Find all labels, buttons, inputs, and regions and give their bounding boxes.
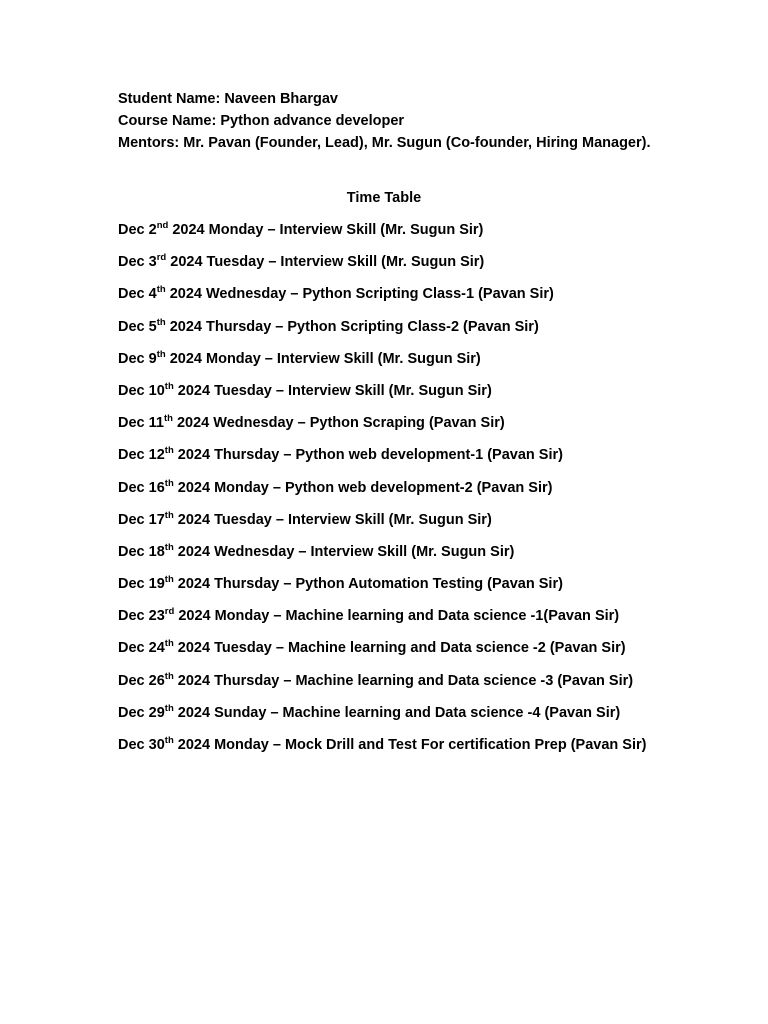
entry-month: Dec [118,286,145,303]
entry-day-suffix: th [156,284,166,296]
entry-month: Dec [118,511,145,528]
entry-month: Dec [118,704,145,721]
entry-day: 26 [148,672,165,689]
entry-day-suffix: th [164,542,174,554]
timetable-entry [118,541,758,573]
entry-details: 2024 Wednesday – Interview Skill (Mr. Sugun Sir) [177,543,515,560]
entry-month: Dec [118,415,145,432]
entry-day: 12 [148,447,165,464]
entry-day-suffix: rd [156,252,167,264]
entry-month: Dec [118,543,145,560]
timetable-entry [118,348,758,380]
entry-details: 2024 Monday – Mock Drill and Test For certification Prep (Pavan Sir) [177,737,647,753]
entry-day: 19 [148,576,165,593]
entry-day-suffix: th [156,316,166,328]
entry-day-suffix: th [164,381,174,393]
entry-month: Dec [118,222,145,238]
entry-details: 2024 Monday – Interview Skill (Mr. Sugun Sir) [169,350,481,367]
timetable-entry [118,219,758,251]
entry-month: Dec [118,672,145,689]
timetable-entry [118,573,758,605]
timetable-entry [118,380,758,412]
timetable-entry [118,670,758,702]
entry-month: Dec [118,447,145,464]
timetable-title: Time Table [346,190,422,206]
entry-details: 2024 Monday – Machine learning and Data science -1(Pavan Sir) [178,608,620,625]
entry-day: 4 [148,286,157,303]
entry-day-suffix: th [164,735,174,747]
timetable-entry [118,251,758,283]
entry-day-suffix: nd [156,220,169,232]
entry-day: 17 [148,511,165,528]
entry-details: 2024 Tuesday – Interview Skill (Mr. Sugun Sir) [177,511,492,528]
entry-details: 2024 Tuesday – Machine learning and Data science -2 (Pavan Sir) [177,640,626,657]
course-name: Course Name: Python advance developer [118,113,405,129]
entry-day-suffix: th [164,670,174,682]
entry-month: Dec [118,608,145,625]
entry-day: 9 [148,350,157,367]
timetable-entry [118,509,758,541]
entry-details: 2024 Wednesday – Python Scripting Class-1 (Pavan Sir) [169,286,554,303]
entry-details: 2024 Thursday – Python Automation Testing (Pavan Sir) [177,576,563,593]
entry-day: 24 [148,640,165,657]
entry-day-suffix: th [164,509,174,521]
entry-details: 2024 Tuesday – Interview Skill (Mr. Sugun Sir) [177,382,492,399]
entry-day: 2 [148,222,157,238]
entry-day: 5 [148,318,157,335]
document-header [118,88,738,154]
timetable-entry [118,316,758,348]
entry-day-suffix: th [163,413,173,425]
timetable-entry [118,702,758,734]
entry-month: Dec [118,318,145,335]
timetable-entry [118,734,758,766]
entry-day: 30 [148,737,165,753]
entry-details: 2024 Monday – Interview Skill (Mr. Sugun Sir) [172,222,484,238]
student-name: Student Name: Naveen Bhargav [118,91,338,107]
entry-month: Dec [118,254,145,271]
timetable-entry [118,477,758,509]
entry-day: 23 [148,608,165,625]
entry-month: Dec [118,576,145,593]
entry-day: 18 [148,543,165,560]
entry-month: Dec [118,350,145,367]
entry-day-suffix: th [164,702,174,714]
entry-month: Dec [118,382,145,399]
entry-day-suffix: th [164,477,174,489]
entry-details: 2024 Tuesday – Interview Skill (Mr. Sugun Sir) [170,254,485,271]
entry-day: 10 [148,382,165,399]
timetable-list [118,219,758,766]
entry-details: 2024 Thursday – Python Scripting Class-2 (Pavan Sir) [169,318,539,335]
entry-day: 11 [148,415,164,432]
entry-details: 2024 Monday – Python web development-2 (Pavan Sir) [177,479,553,496]
timetable-entry [118,605,758,637]
entry-day-suffix: th [164,638,174,650]
entry-month: Dec [118,479,145,496]
entry-details: 2024 Wednesday – Python Scraping (Pavan Sir) [176,415,505,432]
entry-day: 29 [148,704,165,721]
entry-day: 16 [148,479,165,496]
entry-month: Dec [118,737,145,753]
entry-day-suffix: rd [164,606,175,618]
entry-day-suffix: th [156,348,166,360]
entry-month: Dec [118,640,145,657]
entry-details: 2024 Thursday – Machine learning and Data science -3 (Pavan Sir) [177,672,634,689]
timetable-entry [118,412,758,444]
mentors: Mentors: Mr. Pavan (Founder, Lead), Mr. Sugun (Co-founder, Hiring Manager). [118,135,651,151]
entry-day-suffix: th [164,574,174,586]
timetable-entry [118,637,758,669]
timetable-entry [118,444,758,476]
timetable-entry [118,283,758,315]
entry-day: 3 [148,254,157,271]
entry-day-suffix: th [164,445,174,457]
entry-details: 2024 Thursday – Python web development-1 (Pavan Sir) [177,447,563,464]
entry-details: 2024 Sunday – Machine learning and Data science -4 (Pavan Sir) [177,704,621,721]
